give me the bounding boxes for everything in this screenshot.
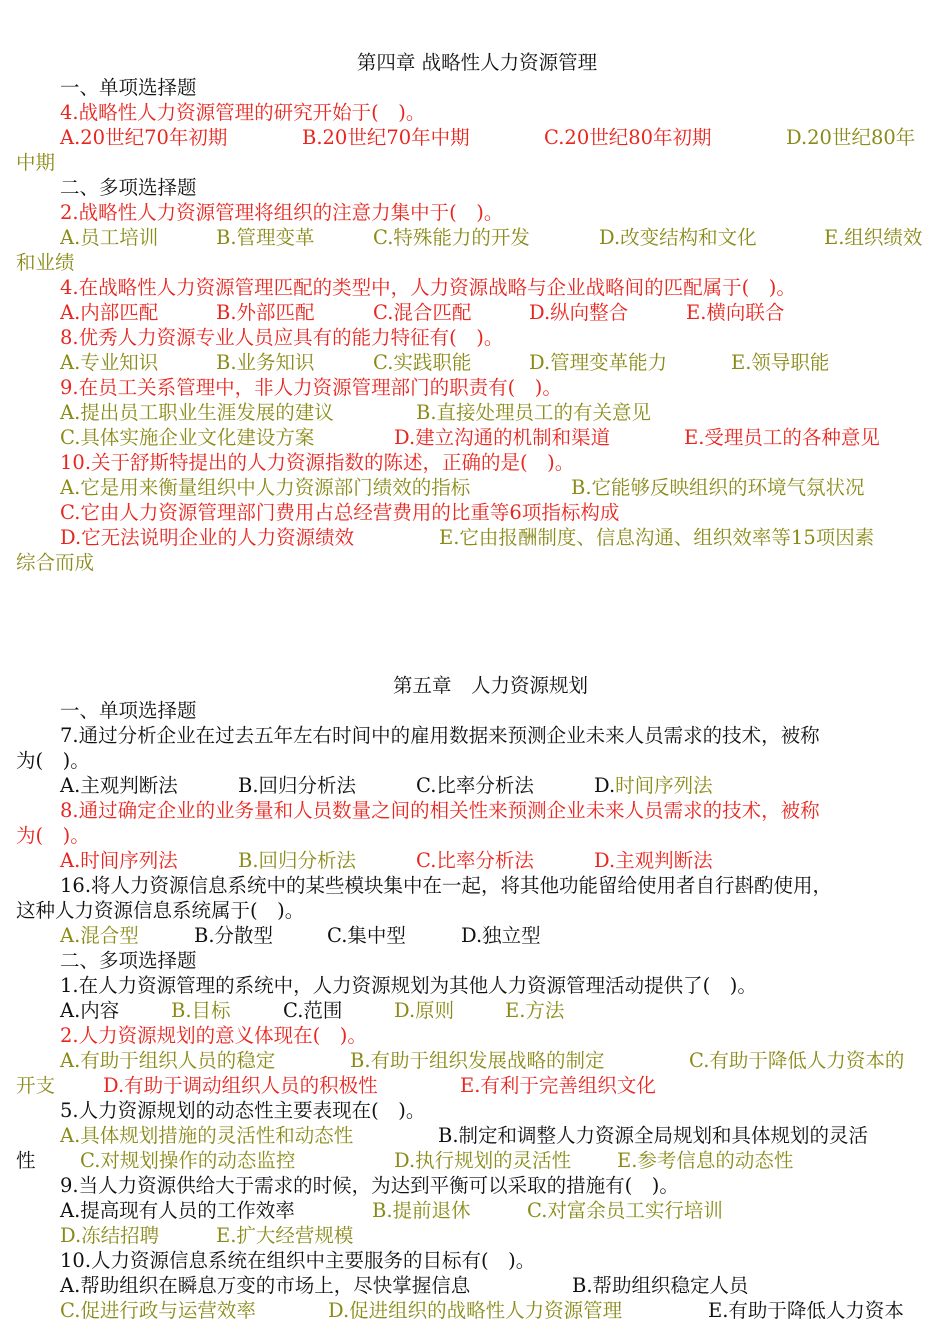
ch5-m2-option-a: A.有助于组织人员的稳定 [60, 1049, 276, 1072]
ch5-m5-option-b-cont: 性 [16, 1149, 36, 1172]
ch5-m2-options-row2 [16, 1073, 938, 1098]
ch4-q4-stem: 4.战略性人力资源管理的研究开始于( )。 [60, 101, 426, 124]
ch4-m4-option-d: D.纵向整合 [529, 301, 629, 324]
ch5-m2-options-row1 [16, 1048, 938, 1073]
ch4-m10-stem: 10.关于舒斯特提出的人力资源指数的陈述，正确的是( )。 [60, 451, 575, 474]
ch5-q8-stem-cont: 为( )。 [16, 824, 90, 847]
ch4-m8-option-a: A.专业知识 [60, 351, 159, 374]
chapter4-title: 第四章 战略性人力资源管理 [356, 51, 598, 74]
ch4-m9-option-e: E.受理员工的各种意见 [684, 426, 880, 449]
ch5-m9-option-d: D.冻结招聘 [60, 1224, 160, 1247]
ch4-m9-option-d: D.建立沟通的机制和渠道 [394, 426, 611, 449]
ch5-m9-options-row2 [16, 1223, 938, 1248]
ch4-m2-option-c: C.特殊能力的开发 [373, 226, 530, 249]
ch5-m10-option-c: C.促进行政与运营效率 [60, 1299, 256, 1322]
ch4-m8-stem: 8.优秀人力资源专业人员应具有的能力特征有( )。 [60, 326, 504, 349]
ch5-q8-options [16, 848, 938, 873]
ch4-m9-option-c: C.具体实施企业文化建设方案 [60, 426, 315, 449]
ch5-m9-option-e: E.扩大经营规模 [216, 1224, 354, 1247]
ch4-m10-options-row1 [16, 475, 938, 500]
ch5-q7-option-b: B.回归分析法 [238, 774, 357, 797]
ch5-q7-stem: 7.通过分析企业在过去五年左右时间中的雇用数据来预测企业未来人员需求的技术，被称 [60, 724, 820, 747]
ch5-m5-option-a: A.具体规划措施的灵活性和动态性 [60, 1124, 354, 1147]
ch4-q4-option-b: B.20世纪70年中期 [302, 126, 470, 149]
ch5-q7-option-d [594, 773, 713, 798]
ch5-m1-option-c: C.范围 [283, 999, 343, 1022]
ch5-m5-option-d: D.执行规划的灵活性 [394, 1149, 572, 1172]
ch4-m8-options [16, 350, 938, 375]
ch4-m10-option-e-cont: 综合而成 [16, 551, 95, 574]
ch5-q7-option-d-letter: D. [594, 774, 616, 797]
ch4-q4-option-c: C.20世纪80年初期 [544, 126, 712, 149]
ch4-single-choice-heading: 一、单项选择题 [60, 76, 197, 99]
ch4-multi-choice-heading: 二、多项选择题 [60, 176, 197, 199]
ch4-m4-option-a: A.内部匹配 [60, 301, 159, 324]
ch5-q16-option-a: A.混合型 [60, 924, 139, 947]
ch4-m8-option-b: B.业务知识 [216, 351, 315, 374]
ch5-q16-option-b: B.分散型 [194, 924, 274, 947]
ch5-q16-option-c: C.集中型 [327, 924, 406, 947]
ch5-m1-options [16, 998, 938, 1023]
ch4-m2-option-e: E.组织绩效 [824, 226, 923, 249]
ch5-q8-option-c: C.比率分析法 [416, 849, 534, 872]
ch5-q16-stem: 16.将人力资源信息系统中的某些模块集中在一起，将其他功能留给使用者自行斟酌使用， [60, 874, 833, 897]
ch5-m1-stem: 1.在人力资源管理的系统中，人力资源规划为其他人力资源管理活动提供了( )。 [60, 974, 757, 997]
ch5-q16-option-d: D.独立型 [461, 924, 541, 947]
ch4-m9-option-b: B.直接处理员工的有关意见 [416, 401, 652, 424]
ch4-m4-stem: 4.在战略性人力资源管理匹配的类型中，人力资源战略与企业战略间的匹配属于( )。 [60, 276, 796, 299]
ch5-m5-option-e: E.参考信息的动态性 [617, 1149, 794, 1172]
ch4-m2-option-b: B.管理变革 [216, 226, 315, 249]
ch4-m10-option-b: B.它能够反映组织的环境气氛状况 [571, 476, 865, 499]
ch5-m10-stem: 10.人力资源信息系统在组织中主要服务的目标有( )。 [60, 1249, 536, 1272]
ch4-m10-option-c: C.它由人力资源管理部门费用占总经营费用的比重等6项指标构成 [60, 501, 620, 524]
ch5-m5-option-c: C.对规划操作的动态监控 [80, 1149, 296, 1172]
ch4-q4-options [16, 125, 938, 150]
ch4-m10-option-e: E.它由报酬制度、信息沟通、组织效率等15项因素 [439, 526, 875, 549]
ch5-m9-option-c: C.对富余员工实行培训 [527, 1199, 723, 1222]
ch4-m8-option-e: E.领导职能 [731, 351, 830, 374]
ch5-q7-option-a: A.主观判断法 [60, 774, 178, 797]
ch4-m10-option-a: A.它是用来衡量组织中人力资源部门绩效的指标 [60, 476, 471, 499]
ch5-m5-stem: 5.人力资源规划的动态性主要表现在( )。 [60, 1099, 426, 1122]
ch4-m8-option-d: D.管理变革能力 [529, 351, 668, 374]
ch5-q8-stem: 8.通过确定企业的业务量和人员数量之间的相关性来预测企业未来人员需求的技术，被称 [60, 799, 820, 822]
ch4-m2-option-e-cont: 和业绩 [16, 251, 75, 274]
ch4-m2-option-d: D.改变结构和文化 [599, 226, 757, 249]
ch4-m10-option-d: D.它无法说明企业的人力资源绩效 [60, 526, 355, 549]
ch5-m10-option-b: B.帮助组织稳定人员 [572, 1274, 749, 1297]
ch5-m9-stem: 9.当人力资源供给大于需求的时候，为达到平衡可以采取的措施有( )。 [60, 1174, 679, 1197]
ch5-m2-option-c-cont: 开支 [16, 1074, 56, 1097]
ch5-m2-option-d: D.有助于调动组织人员的积极性 [103, 1074, 378, 1097]
ch5-m2-stem: 2.人力资源规划的意义体现在( )。 [60, 1024, 367, 1047]
ch5-m10-option-d: D.促进组织的战略性人力资源管理 [328, 1299, 623, 1322]
ch5-q16-options [16, 923, 938, 948]
ch5-m9-option-b: B.提前退休 [372, 1199, 471, 1222]
ch4-m9-options-row1 [16, 400, 938, 425]
chapter5-title-row [16, 673, 938, 698]
ch5-single-choice-heading: 一、单项选择题 [60, 699, 197, 722]
ch5-m9-options-row1 [16, 1198, 938, 1223]
ch4-m4-option-e: E.横向联合 [686, 301, 785, 324]
ch4-m10-options-row3 [16, 525, 938, 550]
ch5-m1-option-e: E.方法 [505, 999, 565, 1022]
ch4-m2-stem: 2.战略性人力资源管理将组织的注意力集中于( )。 [60, 201, 504, 224]
ch5-multi-choice-heading: 二、多项选择题 [60, 949, 197, 972]
ch5-m2-option-e: E.有利于完善组织文化 [460, 1074, 656, 1097]
chapter5-title: 第五章 人力资源规划 [393, 674, 589, 697]
ch4-m8-option-c: C.实践职能 [373, 351, 472, 374]
ch5-q16-stem-cont: 这种人力资源信息系统属于( )。 [16, 899, 305, 922]
ch4-q4-option-d: D.20世纪80年 [786, 126, 916, 149]
ch4-q4-option-a: A.20世纪70年初期 [60, 126, 228, 149]
ch5-m9-option-a: A.提高现有人员的工作效率 [60, 1199, 295, 1222]
ch4-m4-options [16, 300, 938, 325]
ch5-q7-option-d-text: 时间序列法 [615, 774, 713, 797]
ch4-m2-options [16, 225, 938, 250]
ch4-m9-option-a: A.提出员工职业生涯发展的建议 [60, 401, 334, 424]
ch5-q8-option-d: D.主观判断法 [594, 849, 713, 872]
ch5-m5-options-row1 [16, 1123, 938, 1148]
ch5-m10-options-row2 [16, 1298, 938, 1323]
ch4-q4-option-d-cont: 中期 [16, 151, 56, 174]
ch5-m2-option-b: B.有助于组织发展战略的制定 [350, 1049, 605, 1072]
ch5-m5-options-row2 [16, 1148, 938, 1173]
ch5-m10-option-a: A.帮助组织在瞬息万变的市场上，尽快掌握信息 [60, 1274, 471, 1297]
ch4-m9-options-row2 [16, 425, 938, 450]
ch5-q7-stem-cont: 为( )。 [16, 749, 90, 772]
ch5-m10-options-row1 [16, 1273, 938, 1298]
ch5-m5-option-b: B.制定和调整人力资源全局规划和具体规划的灵活 [438, 1124, 869, 1147]
ch5-q8-option-b: B.回归分析法 [238, 849, 357, 872]
ch5-m1-option-a: A.内容 [60, 999, 120, 1022]
ch5-m2-option-c: C.有助于降低人力资本的 [689, 1049, 905, 1072]
ch4-m4-option-c: C.混合匹配 [373, 301, 472, 324]
ch5-q7-option-c: C.比率分析法 [416, 774, 534, 797]
ch5-q8-option-a: A.时间序列法 [60, 849, 178, 872]
ch5-m10-option-e: E.有助于降低人力资本 [708, 1299, 904, 1322]
ch5-q7-options [16, 773, 938, 798]
ch4-m9-stem: 9.在员工关系管理中，非人力资源管理部门的职责有( )。 [60, 376, 562, 399]
ch5-m1-option-b: B.目标 [171, 999, 231, 1022]
ch4-m2-option-a: A.员工培训 [60, 226, 159, 249]
ch4-m4-option-b: B.外部匹配 [216, 301, 315, 324]
ch5-m1-option-d: D.原则 [394, 999, 455, 1022]
